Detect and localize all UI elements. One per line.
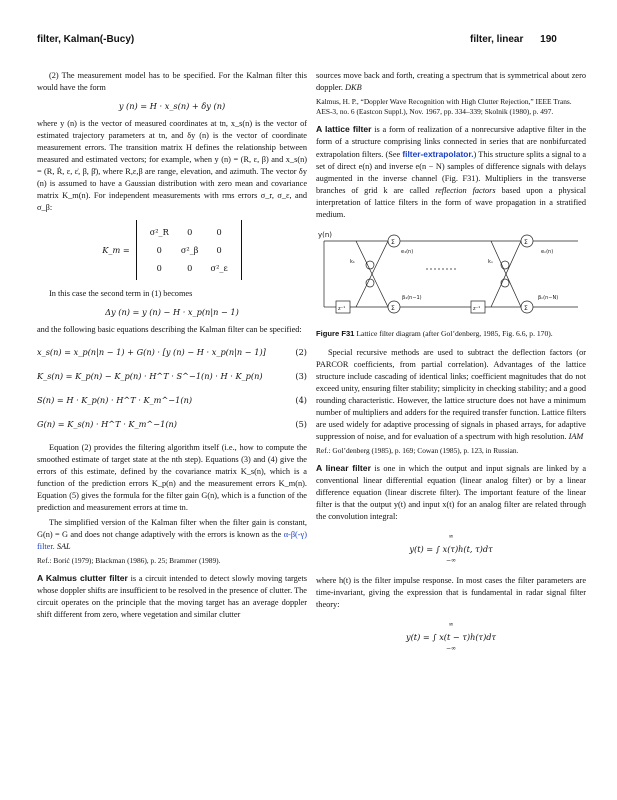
reference-line: Ref.: Borić (1979); Blackman (1986), p. 25; Brammer (1989). xyxy=(37,556,221,565)
delay-label: z⁻¹ xyxy=(338,306,346,312)
integral-expression: y(t) = ∫ x(t − τ)h(τ)dτ xyxy=(405,632,497,642)
matrix-cell: 0 xyxy=(187,263,193,273)
filter-extrapolator-link[interactable]: filter-extrapolator. xyxy=(402,149,474,159)
linear-text: is one in which the output and input signals are linked by a conventional linear differential equation (linear analog filter) or by a linear difference equation (linear discrete filter). The important feature of the linear filter is that the output y(t) and input x(t) for an analog filter are related through the convolution integral: xyxy=(316,464,586,521)
matrix-cell: 0 xyxy=(187,227,193,237)
equation-5 xyxy=(37,418,307,430)
integral-lower-limit: −∞ xyxy=(445,645,457,652)
integral-lower-limit: −∞ xyxy=(445,557,457,564)
matrix-label: K_m = xyxy=(102,245,130,255)
diagram-input-label: y(n) xyxy=(318,231,333,239)
lattice-diagram xyxy=(316,229,586,319)
lattice-reference: Ref.: Gol’denberg (1985), p. 169; Cowan (1985), p. 123, in Russian. xyxy=(316,446,519,455)
equation-4 xyxy=(37,394,307,406)
diagram-label-k1: k₁ xyxy=(350,259,355,265)
matrix-cell: 0 xyxy=(216,245,222,255)
figure-caption xyxy=(316,329,586,339)
equation-explanation: Equation (2) provides the filtering algorithm itself (i.e., how to compute the smoothed estimate of target state at the nth step). Equations (3) and (4) give the errors of this estimate, defined by the covariance matrix K_s(n), which is a function of the prediction errors K_p(n) and the measurement errors K_m(n). Equation (5) gives the formula for the filter gain G(n), which is a function of the prediction and measurement errors at time tn. xyxy=(37,443,307,512)
adder-symbol: Σ xyxy=(524,239,528,246)
kalmus-filter-entry xyxy=(37,572,307,621)
kalmus-reference: Kalmus, H. P., “Doppler Wave Recognition with High Clutter Rejection,” IEEE Trans. AES-3, no. 6 (Eastcon Suppl.), Nov. 1967, pp. 334–339; Skolnik (1980), p. 497. xyxy=(316,97,572,116)
integral-expression: y(t) = ∫ x(τ)h(t, τ)dτ xyxy=(409,544,493,554)
special-text: Special recursive methods are used to subtract the deflection factors (or PARCOR coefficients, from partial correlation). Advantages of the lattice structure include cascading of identical links; coefficient magnitudes that do not exceed unity, ensuring filter stability; simplicity in checking stability; and a good rounding characteristic. However, the lattice structure does not have a minimum number of multipliers and adders for the required transfer function. Lattice filters are used widely for adaptive processing of signals in phased arrays, for adaptive suppression of noise, and for evaluation of a spectrum with high resolution. xyxy=(316,348,586,441)
lattice-term: A lattice filter xyxy=(316,124,372,134)
second-term-paragraph: In this case the second term in (1) becomes xyxy=(49,289,193,298)
impulse-response-paragraph: where h(t) is the filter impulse response. In most cases the filter parameters are time-invariant, giving the expression that is fundamental in radar signal filter theory: xyxy=(316,576,586,609)
diagram-label-en: eₙ(n) xyxy=(541,249,554,255)
diagram-label-e1: e₁(n) xyxy=(401,249,414,255)
lattice-filter-entry xyxy=(316,123,586,221)
matrix-body xyxy=(136,220,242,280)
kalmus-continuation xyxy=(316,70,586,94)
author-initials: IAM xyxy=(568,432,584,441)
equation-expression: K_s(n) = K_p(n) − K_p(n) · H^T · S^−1(n) · H · K_p(n) xyxy=(37,371,263,381)
delay-label: z⁻¹ xyxy=(473,306,481,312)
simplified-text: The simplified version of the Kalman filter when the filter gain is constant, G(n) = G and does not change adaptively with the errors is known as the xyxy=(37,518,307,539)
lattice-italic-term: reflection factors xyxy=(435,186,496,195)
linear-term: A linear filter xyxy=(316,463,371,473)
covariance-matrix xyxy=(37,220,307,280)
lattice-text-1: is a form of realization of a nonrecursive adaptive filter in the form of a structure comprising links connected in series that are nonbifurcated extrapolation filters. (See xyxy=(316,125,587,159)
simplified-version-paragraph xyxy=(37,517,307,553)
running-head-term: filter, linear xyxy=(470,34,524,45)
delta-equation: Δy (n) = y (n) − H · x_p(n|n − 1) xyxy=(105,307,239,317)
matrix-cell: 0 xyxy=(156,245,162,255)
kalmus-term: A Kalmus clutter filter xyxy=(37,573,128,583)
running-head-right xyxy=(470,34,557,45)
kalmus-text: is a circuit intended to detect slowly moving targets whose doppler shifts are insufficient to be resolved in the presence of clutter. The circuit operates on the principle that the moving target has an average doppler shift different from zero, where vegetation and similar clutter xyxy=(37,574,308,619)
page-number: 190 xyxy=(540,34,557,45)
convolution-integral-1 xyxy=(316,531,586,567)
lattice-text-3: based upon a physical interpretation of lattice filters in the form of wave propagation in a stratified medium. xyxy=(316,186,587,219)
linear-filter-entry xyxy=(316,462,586,523)
measurement-model-paragraph: (2) The measurement model has to be specified. For the Kalman filter this would have the form xyxy=(37,71,307,92)
matrix-cell: σ²_β xyxy=(180,245,199,255)
author-initials: DKB xyxy=(345,83,362,92)
lattice-figure xyxy=(316,229,586,323)
alpha-beta-filter-link[interactable]: α-β(-γ) filter. xyxy=(37,530,307,551)
caption-text: Lattice filter diagram (after Gol’denberg, 1985, Fig. 6.6, p. 170). xyxy=(356,329,553,338)
adder-symbol: Σ xyxy=(391,239,395,246)
equation-expression: S(n) = H · K_p(n) · H^T · K_m^−1(n) xyxy=(37,395,193,405)
lattice-text-2: ) This structure splits a signal to a set of direct e(n) and inverse e(n − N) samples of difference signals with delays augmented in the inverse channel (Fig. F31). Multipliers in the transverse branches of grid k are called xyxy=(316,150,586,195)
equation-number: (5) xyxy=(295,419,307,429)
right-column xyxy=(316,70,586,663)
author-initials: SAL xyxy=(56,542,71,551)
caption-label: Figure F31 xyxy=(316,329,355,338)
matrix-cell: σ²_ε xyxy=(210,263,228,273)
basic-equations-intro: and the following basic equations describing the Kalman filter can be specified: xyxy=(37,325,302,334)
left-column xyxy=(37,70,307,624)
adder-symbol: Σ xyxy=(391,305,395,312)
equation-expression: G(n) = K_s(n) · H^T · K_m^−1(n) xyxy=(37,419,177,429)
diagram-label-bn: βₙ(n−N) xyxy=(538,295,559,301)
diagram-label-b1: β₁(n−1) xyxy=(402,295,422,301)
matrix-cell: 0 xyxy=(216,227,222,237)
equation-expression: x_s(n) = x_p(n|n − 1) + G(n) · [y (n) − H · x_p(n|n − 1)] xyxy=(37,347,266,357)
diagram-label-kn: kₙ xyxy=(488,259,493,265)
integral-upper-limit: ∞ xyxy=(448,621,454,628)
continuation-text: sources move back and forth, creating a spectrum that is symmetrical about zero doppler. xyxy=(316,71,586,92)
matrix-cell: 0 xyxy=(156,263,162,273)
integral-upper-limit: ∞ xyxy=(448,533,454,540)
adder-symbol: Σ xyxy=(524,305,528,312)
measurement-description: where y (n) is the vector of measured coordinates at tn, x_s(n) is the vector of estimated trajectory parameters at tn, and δy (n) is the vector of coordinate measurement errors. The transition matrix H defines the relationship between measured and estimated vectors; for example, when y (n) = (R, ε, β) and x_s(n) = (R, Ṙ, ε, ε̇, β, β̇), where R,ε,β are range, elevation, and azimuth. The vector δy (n) is assumed to have a Gaussian distribution with zero mean and covariance matrix K_m(n). For independent measurements with rms errors σ_r, σ_ε, and σ_β: xyxy=(37,119,307,212)
matrix-cell: σ²_R xyxy=(149,227,169,237)
equation-number: (3) xyxy=(295,371,307,381)
running-head-left: filter, Kalman(-Bucy) xyxy=(37,34,135,45)
equation-number: (4) xyxy=(295,395,307,405)
convolution-integral-2 xyxy=(316,619,586,655)
measurement-equation: y (n) = H · x_s(n) + δy (n) xyxy=(118,101,226,111)
equation-2 xyxy=(37,346,307,358)
special-methods-paragraph xyxy=(316,347,586,443)
equation-number: (2) xyxy=(295,347,307,357)
equation-3 xyxy=(37,370,307,382)
